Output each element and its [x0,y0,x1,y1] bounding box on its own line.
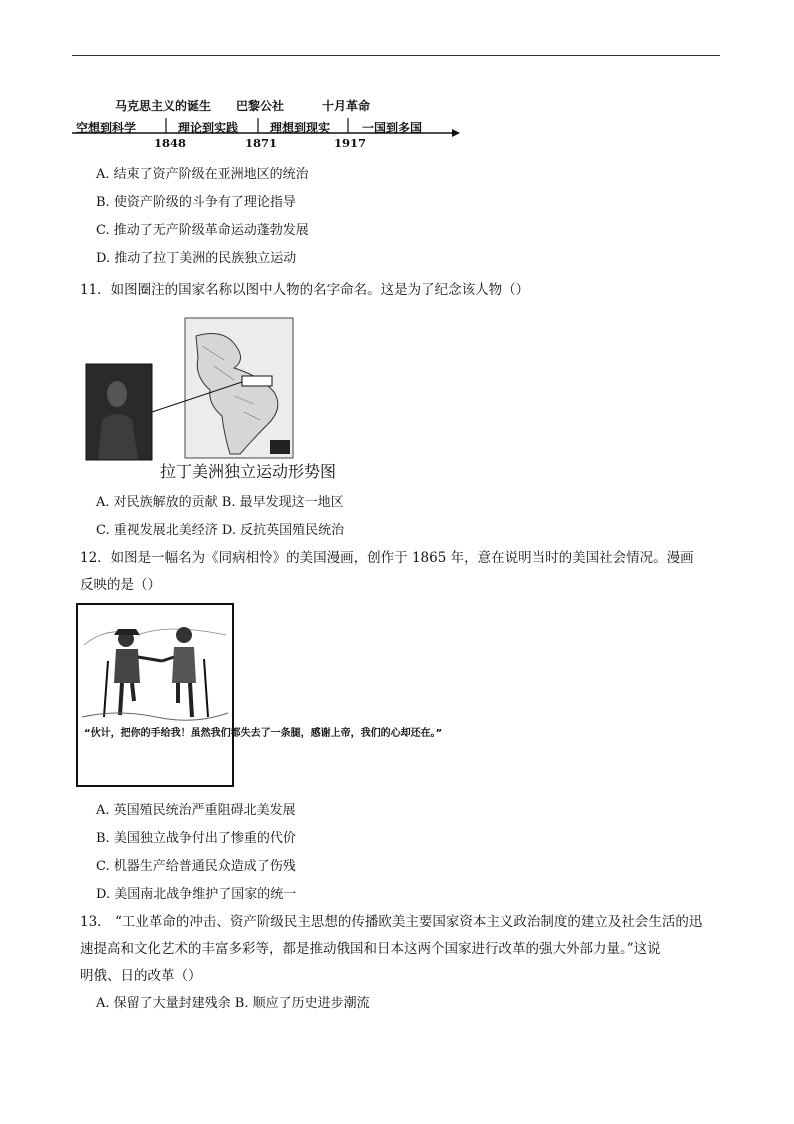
q11-map-caption: 拉丁美洲独立运动形势图 [160,462,337,481]
portrait-image [86,364,152,460]
timeline-segment-2: 理论到实践 [178,121,239,135]
q13-options-ab: A. 保留了大量封建残余 B. 顺应了历史进步潮流 [96,996,370,1011]
timeline-segment-4: 一国到多国 [362,121,423,135]
q12-option-d: D. 美国南北战争维护了国家的统一 [96,887,297,902]
q13-stem-line2: 速提高和文化艺术的丰富多彩等，都是推动俄国和日本这两个国家进行改革的强大外部力量。”这说 [80,941,661,957]
timeline-event-paris-commune: 巴黎公社 [236,99,285,113]
cartoon-illustration [78,605,232,725]
q13-stem-line1: 13． “工业革命的冲击、资产阶级民主思想的传播欧美主要国家资本主义政治制度的建立及社会生活的迅 [80,914,703,930]
header-rule [72,55,720,56]
q10-option-a: A. 结束了资产阶级在亚洲地区的统治 [96,167,309,182]
q13-stem-line3: 明俄、日的改革（） [80,968,202,984]
timeline-segment-1: 空想到科学 [76,121,137,135]
q11-options-cd: C. 重视发展北美经济 D. 反抗英国殖民统治 [96,523,345,538]
q10-option-b: B. 使资产阶级的斗争有了理论指导 [96,195,296,210]
q10-option-c: C. 推动了无产阶级革命运动蓬勃发展 [96,223,309,238]
q12-cartoon [76,603,443,787]
q12-stem-line2: 反映的是（） [80,577,161,593]
q12-option-b: B. 美国独立战争付出了惨重的代价 [96,831,296,846]
timeline-year-1917: 1917 [334,136,367,150]
q10-option-d: D. 推动了拉丁美洲的民族独立运动 [96,251,297,266]
q11-options-ab: A. 对民族解放的贡献 B. 最早发现这一地区 [96,495,344,510]
q11-stem: 11．如图圈注的国家名称以图中人物的名字命名。这是为了纪念该人物（） [80,282,530,298]
q11-figure [84,316,296,462]
timeline-year-1848: 1848 [154,136,187,150]
timeline-event-october-revolution: 十月革命 [322,99,371,113]
cartoon-quote: “伙计，把你的手给我！虽然我们都失去了一条腿，感谢上帝，我们的心却还在。” [84,728,443,739]
timeline-segment-3: 理想到现实 [270,121,331,135]
timeline-event-marxism: 马克思主义的诞生 [115,99,212,113]
q12-stem-line1: 12．如图是一幅名为《同病相怜》的美国漫画，创作于 1865 年，意在说明当时的美国社会情况。漫画 [80,550,694,566]
q12-option-c: C. 机器生产给普通民众造成了伤残 [96,859,296,874]
q12-option-a: A. 英国殖民统治严重阻碍北美发展 [96,803,296,818]
timeline-year-1871: 1871 [245,136,278,150]
latin-america-map [185,318,293,458]
